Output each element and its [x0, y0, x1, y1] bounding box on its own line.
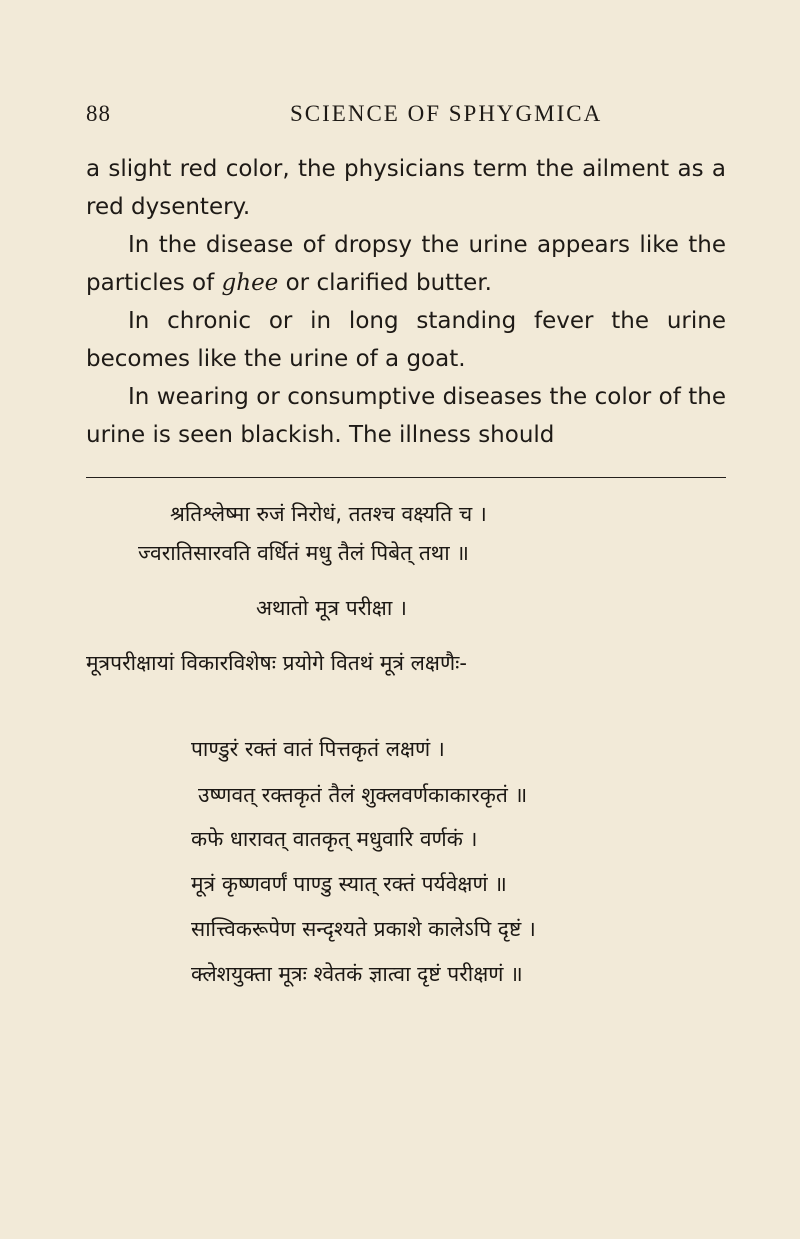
sanskrit-line-8: मूत्रं कृष्णवर्णं पाण्डु स्यात् रक्तं पर्यवेक्षणं ॥	[191, 872, 507, 896]
sanskrit-line-6: उष्णवत् रक्तकृतं तैलं शुक्लवर्णकाकारकृतं ॥	[198, 783, 528, 807]
sanskrit-line-5: पाण्डुरं रक्तं वातं पित्तकृतं लक्षणं ।	[191, 737, 445, 761]
sanskrit-line-1: श्रतिश्लेष्मा रुजं निरोधं, ततश्च वक्ष्यति च ।	[170, 502, 487, 526]
section-divider	[86, 477, 726, 478]
page-header	[86, 101, 726, 133]
sanskrit-line-3: अथातो मूत्र परीक्षा ।	[256, 596, 407, 620]
page-number: 88	[86, 101, 111, 126]
paragraph-consumptive-diseases: In wearing or consumptive diseases the color of the urine is seen blackish. The illness should	[86, 384, 726, 448]
paragraph-red-dysentery: a slight red color, the physicians term the ailment as a red dysentery.	[86, 156, 726, 220]
paragraph-chronic-fever: In chronic or in long standing fever the urine becomes like the urine of a goat.	[86, 308, 726, 372]
paragraph-dropsy-prefix: In the disease of dropsy the urine appears like the particles of	[86, 232, 726, 296]
english-translation	[86, 150, 726, 454]
paragraph-dropsy-suffix: or clarified butter.	[278, 270, 492, 296]
sanskrit-line-4: मूत्रपरीक्षायां विकारविशेषः प्रयोगे वितथं मूत्रं लक्षणैः-	[86, 651, 467, 675]
paragraph-dropsy	[86, 226, 726, 302]
sanskrit-line-7: कफे धारावत् वातकृत् मधुवारि वर्णकं ।	[191, 827, 478, 851]
sanskrit-line-10: क्लेशयुक्ता मूत्रः श्वेतकं ज्ञात्वा दृष्टं परीक्षणं ॥	[191, 962, 523, 986]
italic-term-ghee: ghee	[221, 270, 279, 296]
running-title: SCIENCE OF SPHYGMICA	[290, 101, 603, 126]
sanskrit-line-2: ज्वरातिसारवति वर्धितं मधु तैलं पिबेत् तथा ॥	[138, 541, 469, 565]
sanskrit-line-9: सात्त्विकरूपेण सन्दृश्यते प्रकाशे कालेऽपि दृष्टं ।	[191, 917, 536, 941]
